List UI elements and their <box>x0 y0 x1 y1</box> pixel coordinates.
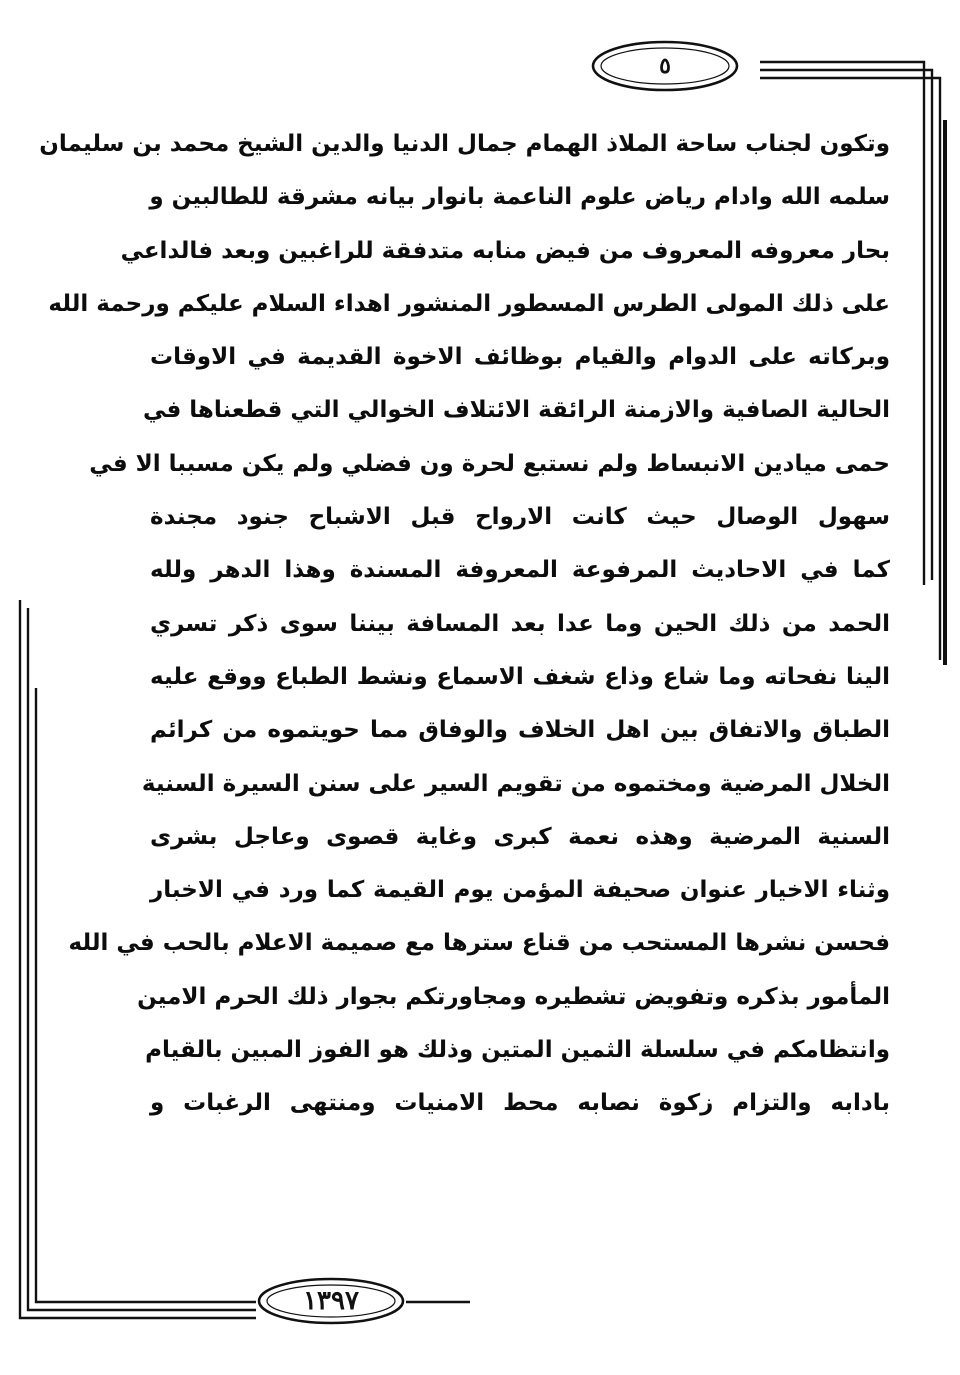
manuscript-line: وتكون لجناب ساحة الملاذ الهمام جمال الدنيا والدين الشيخ محمد بن سليمان <box>39 131 890 157</box>
manuscript-line: الحالية الصافية والازمنة الرائقة الائتلاف الخوالي التي قطعناها في <box>142 397 890 424</box>
manuscript-line: وبركاته على الدوام والقيام بوظائف الاخوة القديمة في الاوقات <box>150 344 890 371</box>
page-number: ١٣٩٧ <box>303 1286 359 1316</box>
manuscript-text <box>39 118 890 1248</box>
manuscript-line: سهول الوصال حيث كانت الارواح قبل الاشباح جنود مجندة <box>150 504 890 531</box>
header-page-marker: ٥ <box>659 53 671 79</box>
manuscript-line: حمى ميادين الانبساط ولم نستبع لحرة ون فضلي ولم يكن مسببا الا في <box>89 450 890 477</box>
manuscript-line: وانتظامكم في سلسلة الثمين المتين وذلك هو الفوز المبين بالقيام <box>145 1037 890 1064</box>
manuscript-line: وثناء الاخيار عنوان صحيفة المؤمن يوم القيمة كما ورد في الاخبار <box>150 877 890 904</box>
manuscript-line: الطباق والاتفاق بين اهل الخلاف والوفاق مما حويتموه من كرائم <box>150 717 890 744</box>
manuscript-line: الينا نفحاته وما شاع وذاع شغف الاسماع ونشط الطباع ووقع عليه <box>150 663 890 690</box>
manuscript-line: على ذلك المولى الطرس المسطور المنشور اهداء السلام عليكم ورحمة الله <box>48 290 890 317</box>
manuscript-line: السنية المرضية وهذه نعمة كبرى وغاية قصوى وعاجل بشرى <box>150 823 890 850</box>
manuscript-line: بادابه والتزام زكوة نصابه محط الامنيات ومنتهى الرغبات و <box>150 1090 890 1117</box>
manuscript-line: سلمه الله وادام رياض علوم الناعمة بانوار بيانه مشرقة للطالبين و <box>149 184 890 211</box>
manuscript-line: الحمد من ذلك الحين وما عدا بعد المسافة بيننا سوى ذكر تسري <box>150 610 890 637</box>
manuscript-line: بحار معروفه المعروف من فيض منابه متدفقة للراغبين وبعد فالداعي <box>120 237 890 264</box>
manuscript-line: كما في الاحاديث المرفوعة المعروفة المسندة وهذا الدهر ولله <box>150 557 890 584</box>
manuscript-line: الخلال المرضية ومختموه من تقويم السير على سنن السيرة السنية <box>141 770 890 797</box>
manuscript-line: فحسن نشرها المستحب من قناع سترها مع صميمة الاعلام بالحب في الله <box>68 930 890 957</box>
manuscript-line: المأمور بذكره وتفويض تشطيره ومجاورتكم بجوار ذلك الحرم الامين <box>137 983 890 1010</box>
